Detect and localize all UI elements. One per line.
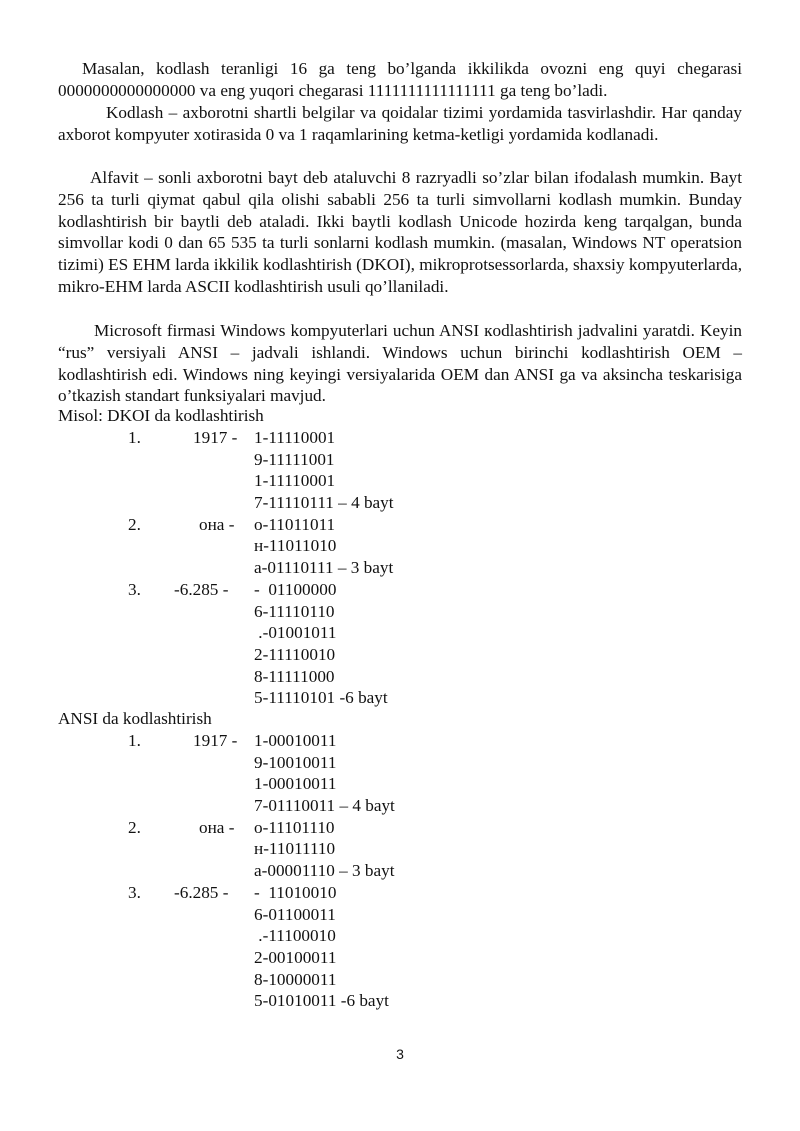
- example-row: [0, 838, 800, 860]
- example-row: [0, 644, 800, 666]
- code-line: 6-11110110: [254, 601, 335, 621]
- code-line: 2-11110010: [254, 644, 336, 664]
- paragraph-alphabet-bytes: Alfavit – sonli axborotni bayt deb ataluvchi 8 razryadli so’zlar bilan ifodalash mumkin. Bayt 256 ta turli qiymat qabul qila olishi sababli 256 ta turli simvollarni kodlash mumkin. Bunday kodlashtirish bir baytli deb ataladi. Ikki baytli kodlash Unicode hozirda keng tarqalgan, bunda simvollar kodi 0 dan 65 535 ta turli sonlarni kodlash mumkin. (masalan, Windows NT operatsion tizimi) ES EHM larda ikkilik kodlashtirish (DKOI), mikroprotsessorlarda, shaxsiy kompyuterlarda, mikro-EHM larda ASCII kodlashtirish usuli qo’llaniladi.: [58, 168, 742, 296]
- example-row: [0, 969, 800, 991]
- code-line: 8-10000011: [254, 969, 337, 989]
- paragraph-coding-range: Masalan, kodlash teranligi 16 ga teng bo’lganda ikkilikda ovozni eng quyi chegarasi 0000000000000000 va eng yuqori chegarasi 1111111111111111 ga teng bo’ladi.: [58, 59, 742, 100]
- code-line: 7-01110011 – 4 bayt: [254, 796, 395, 816]
- example-row: [0, 730, 800, 752]
- example-row: [0, 795, 800, 817]
- example-number: 1.: [128, 428, 141, 447]
- code-line: н-11011010: [254, 536, 337, 556]
- example-row: [0, 947, 800, 969]
- code-line: 2-00100011: [254, 947, 337, 967]
- example-row: [0, 601, 800, 623]
- example-number: 1.: [128, 731, 141, 750]
- example-label: 1917 -: [193, 428, 238, 447]
- example-number: 2.: [128, 514, 141, 534]
- example-label: 1917 -: [193, 731, 238, 750]
- example-row: [0, 449, 800, 471]
- code-line: 6-01100011: [254, 904, 336, 924]
- paragraph-ansi-oem: Microsoft firmasi Windows kompyuterlari uchun ANSI кodlashtirish jadvalini yaratdi. Keyin “rus” versiyali ANSI – jadvali ishlandi. Windows uchun birinchi kodlashtirish OEM – kodlashtirish edi. Windows ning keyingi versiyalarida OEM dan ANSI ga va aksincha teskarisiga o’tkazish standart funksiyalari mavjud.: [58, 321, 742, 406]
- example-row: [0, 925, 800, 947]
- example-row: [0, 470, 800, 492]
- code-line: 1-11110001: [254, 471, 336, 491]
- example-row: [0, 752, 800, 774]
- example-label: -6.285 -: [174, 882, 229, 902]
- code-line: а-01110111 – 3 bayt: [254, 558, 394, 578]
- example-row: [0, 557, 800, 579]
- example-row: [0, 904, 800, 926]
- example-number: 3.: [128, 882, 141, 902]
- example-row: [0, 687, 800, 709]
- code-line: 8-11111000: [254, 666, 335, 686]
- dkoi-example-heading: Misol: DKOI da kodlashtirish: [58, 406, 264, 425]
- code-line: н-11011110: [254, 839, 336, 859]
- code-line: о-11101110: [254, 817, 335, 837]
- code-line: - 01100000: [254, 579, 337, 599]
- dkoi-examples: [0, 427, 800, 709]
- code-line: 5-01010011 -6 bayt: [254, 991, 389, 1011]
- example-row: [0, 666, 800, 688]
- code-line: .-11100010: [254, 926, 336, 946]
- example-row: [0, 427, 800, 449]
- code-line: 7-11110111 – 4 bayt: [254, 493, 394, 513]
- code-line: 1-11110001: [254, 428, 336, 447]
- page-number: 3: [396, 1046, 404, 1062]
- example-row: [0, 882, 800, 904]
- example-number: 3.: [128, 579, 141, 599]
- code-line: а-00001110 – 3 bayt: [254, 861, 395, 881]
- example-label: она -: [199, 817, 235, 837]
- code-line: 9-10010011: [254, 752, 337, 772]
- example-row: [0, 817, 800, 839]
- code-line: 1-00010011: [254, 774, 337, 794]
- ansi-example-heading: ANSI da kodlashtirish: [58, 709, 212, 728]
- example-row: [0, 860, 800, 882]
- ansi-examples: [0, 730, 800, 1012]
- example-number: 2.: [128, 817, 141, 837]
- example-row: [0, 579, 800, 601]
- code-line: о-11011011: [254, 514, 336, 534]
- code-line: .-01001011: [254, 623, 337, 643]
- code-line: 5-11110101 -6 bayt: [254, 688, 388, 708]
- example-label: -6.285 -: [174, 579, 229, 599]
- example-label: она -: [199, 514, 235, 534]
- code-line: 9-11111001: [254, 449, 335, 469]
- code-line: 1-00010011: [254, 731, 337, 750]
- code-line: - 11010010: [254, 882, 337, 902]
- example-row: [0, 535, 800, 557]
- paragraph-coding-definition: Kodlash – axborotni shartli belgilar va qoidalar tizimi yordamida tasvirlashdir. Har qanday axborot kompyuter xotirasida 0 va 1 raqamlarining ketma-ketligi yordamida kodlanadi.: [58, 103, 742, 144]
- example-row: [0, 514, 800, 536]
- example-row: [0, 622, 800, 644]
- example-row: [0, 990, 800, 1012]
- example-row: [0, 492, 800, 514]
- example-row: [0, 773, 800, 795]
